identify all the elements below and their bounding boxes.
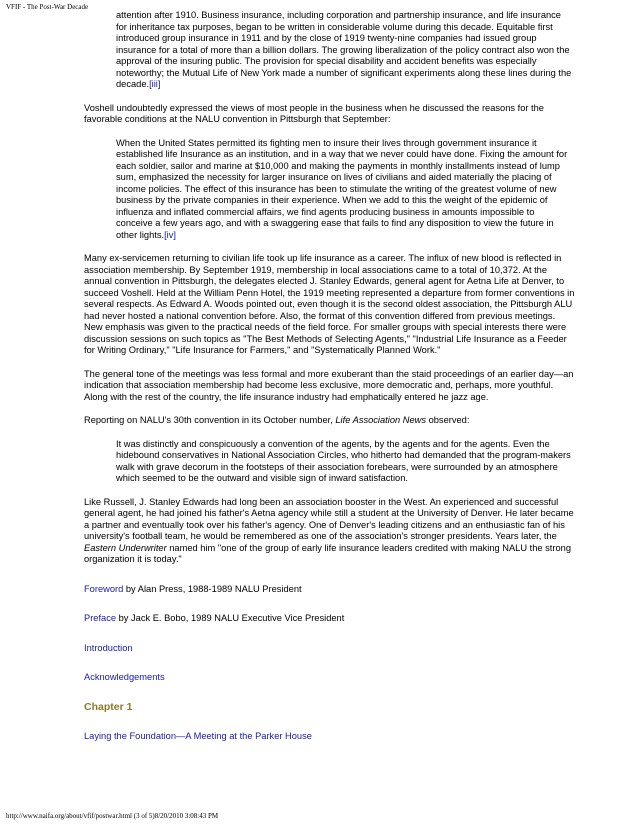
paragraph-4: Many ex-servicemen returning to civilian life took up life insurance as a career. The influx of new blood is reflected in association membership. By September 1919, membership in local associations came to a total of 10,372. At the annual convention in Pittsburgh, the delegates elected J. Stanley Edwards, general agent for Aetna Life at Denver, to succeed Voshell. Held at the William Penn Hotel, the 1919 meeting represented a departure from former conventions in several respects. As Edward A. Woods pointed out, even though it is the second oldest association, the Pittsburgh ALU had never hosted a national convention before. Also, the format of this convention differed from previous meetings. New emphasis was given to the practical needs of the field force. For smaller groups with special interests there were discussion sessions on such topics as "The Best Methods of Selecting Agents," "Industrial Life Insurance as a Feeder for Writing Ordinary," "Life Insurance for Farmers," and "Systematically Planned Work.": [84, 253, 575, 355]
paragraph-text: attention after 1910. Business insurance, including corporation and partnership insurance, and life insurance for inheritance tax purposes, began to be written in considerable volume during this decade. Equitable first introduced group insurance in 1911 and by the close of 1919 twenty-nine companies had issued group insurance for a total of more than a billion dollars. The growing liberalization of the policy contract also won the approval of the insuring public. The provision for special disability and accident benefits was especially noteworthy; the Mutual Life of New York made a number of significant experiments along these lines during the decade.: [116, 10, 572, 89]
page-header-title: VFIF - The Post-War Decade: [6, 3, 89, 11]
foreword-byline: by Alan Press, 1988-1989 NALU President: [123, 583, 302, 594]
nav-preface: [84, 613, 576, 625]
article-body: [84, 10, 576, 755]
paragraph-text: observed:: [426, 415, 470, 425]
nav-introduction: [84, 643, 576, 655]
paragraph-8: [84, 497, 576, 566]
preface-byline: by Jack E. Bobo, 1989 NALU Executive Vice President: [116, 613, 345, 623]
paragraph-2: Voshell undoubtedly expressed the views of most people in the business when he discussed the reasons for the favorable conditions at the NALU convention in Pittsburgh that September:: [84, 102, 544, 124]
paragraph-text: When the United States permitted its fighting men to insure their lives through government insurance it established life Insurance as an institution, and in a way that we never could have done. Fixing the amount for each soldier, sailor and marine at $10,000 and making the payments in monthly installments instead of lump sum, emphasized the necessity for larger insurance on lives of civilians and aided materially the placing of income policies. The effect of this insurance has been to stimulate the writing of the greatest volume of new business by the private companies in their experience. When we add to this the weight of the epidemic of influenza and inflated commercial affairs, we find agents producing business in amounts impossible to conceive a few years ago, and with a swaggering ease that fails to find any disposition to view the future in other lights.: [116, 137, 568, 240]
footnote-link-iii[interactable]: [iii]: [149, 79, 161, 89]
footnote-link-iv[interactable]: [iv]: [164, 229, 176, 240]
nav-acknowledgements: [84, 672, 576, 684]
nav-laying-foundation: [84, 731, 576, 743]
quote-paragraph-3: [116, 138, 572, 242]
paragraph-text: named him "one of the group of early life insurance leaders credited with making NALU the strong organization it is today.": [84, 542, 571, 564]
chapter-heading: Chapter 1: [84, 700, 133, 713]
publication-title: Life Association News: [335, 415, 426, 425]
introduction-link[interactable]: Introduction: [84, 642, 133, 653]
page-footer-url: http://www.naifa.org/about/vfif/postwar.html (3 of 5)8/20/2010 3:08:43 PM: [6, 812, 219, 820]
preface-link[interactable]: Preface: [84, 613, 117, 623]
paragraph-text: Like Russell, J. Stanley Edwards had long been an association booster in the West. An experienced and successful general agent, he had joined his father's Aetna agency while still a student at the University of Denver. He later became a partner and eventually took over his father's agency. One of Denver's leading citizens and an enthusiastic fan of his university's football team, he would be remembered as one of the association's stronger presidents. Years later, the: [84, 496, 574, 541]
acknowledgements-link[interactable]: Acknowledgements: [84, 672, 165, 682]
quote-paragraph-7: It was distinctly and conspicuously a convention of the agents, by the agents and for the agents. Even the hidebound conservatives in National Association Circles, who hitherto had demanded that the program-makers walk with grave decorum in the footsteps of their association forebears, were surrounded by an atmosphere which seemed to be the outward and visible sign of inward satisfaction.: [116, 438, 571, 483]
paragraph-6: [84, 415, 576, 427]
nav-chapter-1: [84, 702, 576, 714]
nav-foreword: [84, 584, 576, 596]
quote-paragraph-1: [116, 10, 572, 91]
foreword-link[interactable]: Foreword: [84, 583, 124, 594]
paragraph-text: Reporting on NALU's 30th convention in its October number,: [84, 415, 336, 425]
publication-title: Eastern Underwriter: [84, 542, 167, 553]
laying-foundation-link[interactable]: Laying the Foundation—A Meeting at the Parker House: [84, 731, 312, 741]
paragraph-5: The general tone of the meetings was less formal and more exuberant than the staid proceedings of an earlier day—an indication that association membership had become less exclusive, more democratic and, perhaps, more youthful. Along with the rest of the country, the life insurance industry had emphatically entered he jazz age.: [84, 368, 574, 402]
